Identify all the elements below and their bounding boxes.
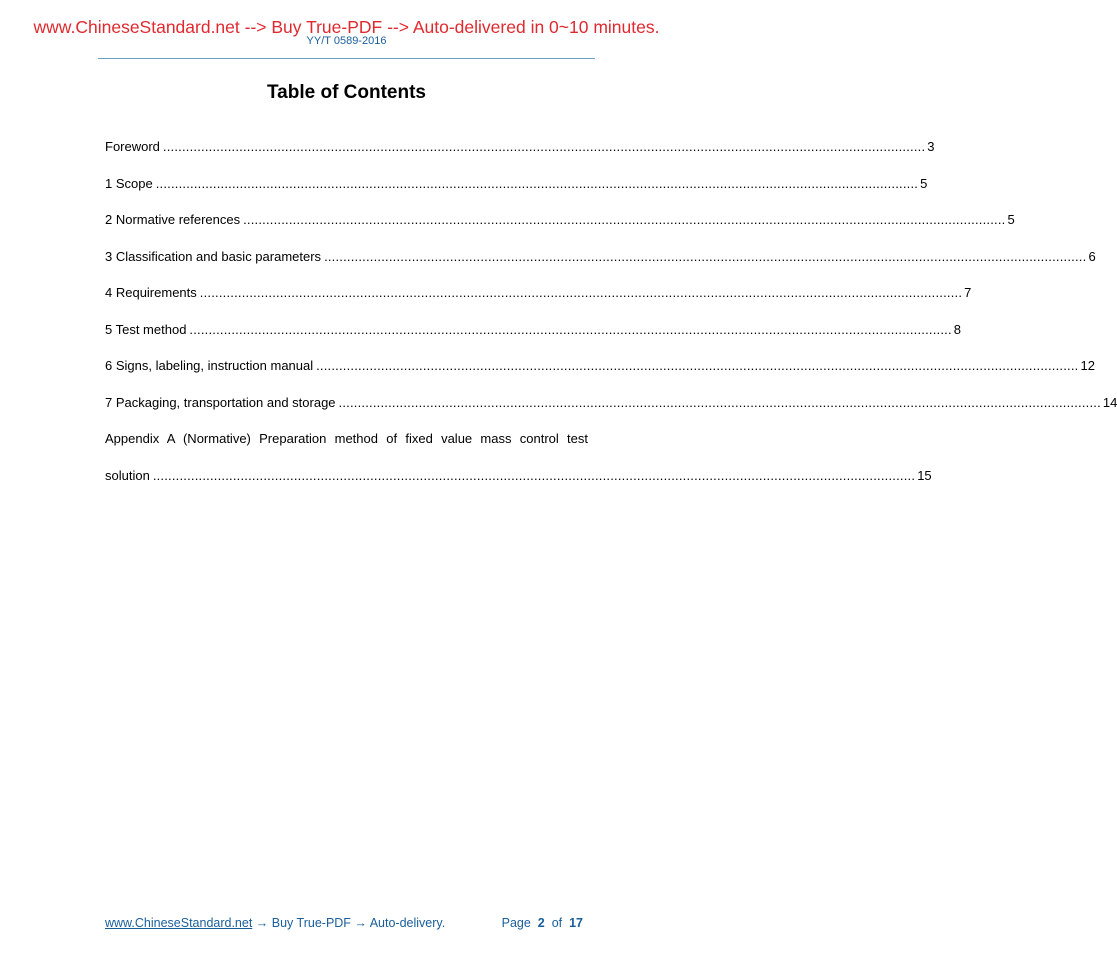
- page-total: 17: [569, 916, 583, 930]
- toc-entry-page: 8: [953, 321, 962, 337]
- dot-leader: ........................................................................................................................................................................................................: [152, 467, 916, 483]
- toc-entry-label: solution: [105, 467, 150, 483]
- toc-entry-signs-labeling[interactable]: [105, 348, 1095, 385]
- page-word: Page: [501, 916, 531, 930]
- dot-leader: ........................................................................................................................................................................................................: [155, 175, 919, 191]
- toc-entry-page: 7: [964, 285, 972, 300]
- dot-leader: ........................................................................................................................................................................................................: [199, 285, 963, 300]
- toc-entry-packaging[interactable]: [105, 385, 1117, 422]
- footer-promo: [105, 916, 445, 930]
- toc-title: Table of Contents: [266, 82, 427, 103]
- toc-entry-label: 5 Test method: [105, 321, 187, 337]
- toc-entry-label: 1 Scope: [105, 175, 153, 191]
- toc-entry-test-method[interactable]: [105, 312, 962, 349]
- toc-entry-appendix-a-line2[interactable]: [105, 458, 932, 495]
- footer-site-link[interactable]: www.ChineseStandard.net: [105, 916, 253, 930]
- toc-entry-scope[interactable]: [105, 166, 928, 203]
- toc-entry-label: 4 Requirements: [105, 285, 197, 300]
- toc-entry-page: 12: [1080, 358, 1095, 373]
- toc-entry-page: 5: [920, 175, 928, 191]
- header-divider: [98, 58, 595, 59]
- document-code: YY/T 0589-2016: [306, 35, 387, 47]
- toc-entry-label: 6 Signs, labeling, instruction manual: [105, 358, 314, 373]
- footer-promo-suffix: → Buy True-PDF → Auto-delivery.: [252, 916, 446, 930]
- toc-entry-page: 6: [1088, 248, 1096, 264]
- page-footer: [105, 916, 583, 930]
- table-of-contents: [105, 129, 1117, 494]
- dot-leader: ........................................................................................................................................................................................................: [189, 321, 952, 337]
- dot-leader: ........................................................................................................................................................................................................: [338, 394, 1101, 410]
- toc-entry-page: 5: [1007, 212, 1015, 227]
- top-banner[interactable]: www.ChineseStandard.net --> Buy True-PDF --> Auto-delivered in 0~10 minutes.: [33, 17, 660, 37]
- toc-entry-foreword[interactable]: [105, 129, 935, 166]
- toc-entry-classification[interactable]: [105, 239, 1096, 276]
- toc-entry-page: 3: [927, 139, 935, 154]
- toc-entry-label: 7 Packaging, transportation and storage: [105, 394, 336, 410]
- toc-entry-page: 15: [917, 467, 932, 483]
- dot-leader: ........................................................................................................................................................................................................: [324, 248, 1087, 264]
- toc-entry-label: 3 Classification and basic parameters: [105, 248, 322, 264]
- dot-leader: ........................................................................................................................................................................................................: [162, 139, 926, 154]
- toc-entry-appendix-a-line1[interactable]: Appendix A (Normative) Preparation method of fixed value mass control test: [105, 431, 588, 446]
- toc-entry-normative-references[interactable]: [105, 202, 1015, 239]
- dot-leader: ........................................................................................................................................................................................................: [316, 358, 1079, 373]
- dot-leader: ........................................................................................................................................................................................................: [243, 212, 1006, 227]
- toc-entry-page: 14: [1102, 394, 1117, 410]
- toc-entry-requirements[interactable]: [105, 275, 972, 312]
- page-indicator: [502, 916, 583, 930]
- toc-entry-label: Foreword: [105, 139, 160, 154]
- of-word: of: [551, 916, 563, 930]
- page-current: 2: [537, 916, 545, 930]
- toc-entry-label: 2 Normative references: [105, 212, 241, 227]
